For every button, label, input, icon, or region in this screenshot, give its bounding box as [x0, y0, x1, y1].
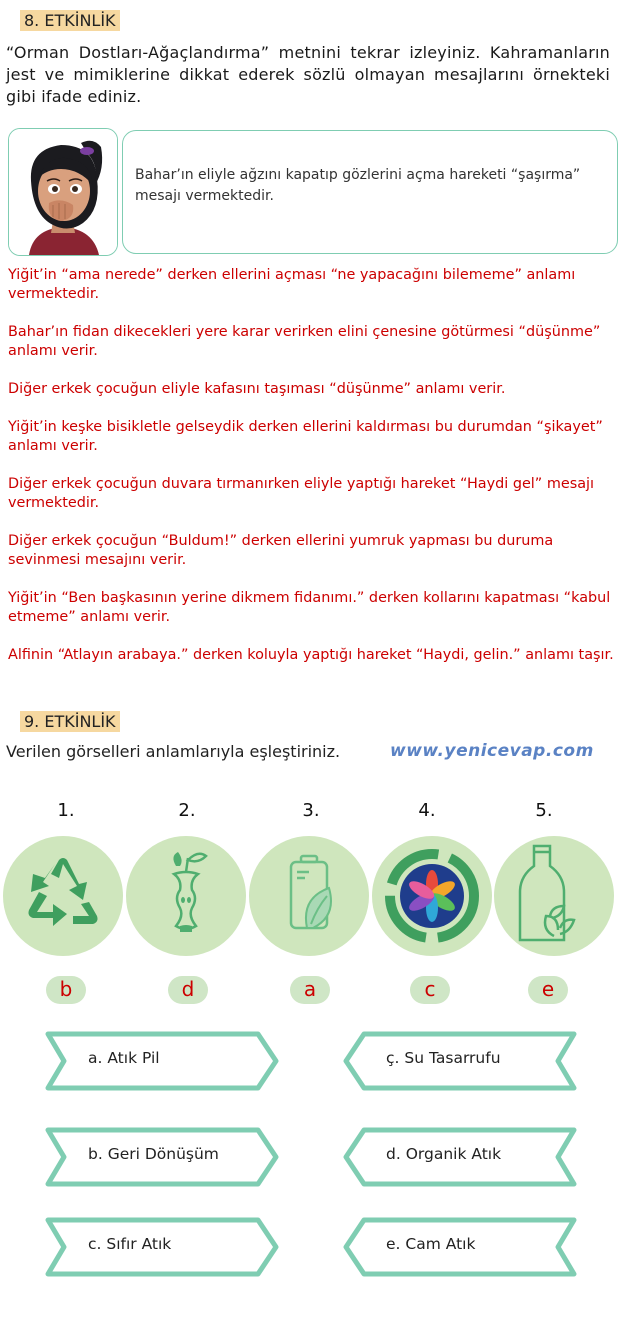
apple-core-icon	[126, 836, 246, 956]
option-label: b. Geri Dönüşüm	[88, 1145, 219, 1163]
answer-item: Diğer erkek çocuğun duvara tırmanırken eliyle yaptığı hareket “Haydi gel” mesajı vermektedir.	[8, 476, 595, 511]
answer-pill: b	[46, 976, 86, 1004]
option-label: ç. Su Tasarrufu	[386, 1049, 501, 1067]
answer-pill: e	[528, 976, 568, 1004]
answer-item: Yiğit’in keşke bisikletle gelseydik derken ellerini kaldırması bu durumdan “şikayet” anlamı verir.	[8, 419, 603, 454]
option-label: e. Cam Atık	[386, 1235, 476, 1253]
site-watermark: www.yenicevap.com	[390, 741, 594, 761]
item-circle-1	[3, 836, 123, 956]
answer-pill: d	[168, 976, 208, 1004]
item-circle-3	[249, 836, 369, 956]
answer-list	[8, 266, 620, 684]
glass-bottle-icon	[494, 836, 614, 956]
option-banner-c-cedilla	[342, 1030, 578, 1092]
zero-waste-icon	[372, 836, 492, 956]
answer-item: Yiğit’in “ama nerede” derken ellerini açması “ne yapacağını bilememe” anlamı vermektedir.	[8, 267, 576, 302]
option-banner-a	[44, 1030, 280, 1092]
item-number: 2.	[178, 800, 196, 821]
option-banner-c	[44, 1216, 280, 1278]
recycle-icon	[3, 836, 123, 956]
answer-item: Diğer erkek çocuğun eliyle kafasını taşıması “düşünme” anlamı verir.	[8, 381, 506, 397]
option-label: d. Organik Atık	[386, 1145, 502, 1163]
character-image-box	[8, 128, 118, 256]
option-label: a. Atık Pil	[88, 1049, 160, 1067]
item-number: 1.	[57, 800, 75, 821]
answer-item: Yiğit’in “Ben başkasının yerine dikmem fidanımı.” derken kollarını kapatması “kabul etmeme” anlamı verir.	[8, 590, 611, 625]
girl-character-illustration	[9, 129, 117, 255]
item-number: 3.	[302, 800, 320, 821]
answer-item: Diğer erkek çocuğun “Buldum!” derken ellerini yumruk yapması bu duruma sevinmesi mesajını verir.	[8, 533, 554, 568]
activity-8-intro: “Orman Dostları-Ağaçlandırma” metnini tekrar izleyiniz. Kahramanların jest ve mimiklerine dikkat ederek sözlü olmayan mesajlarını örnekteki gibi ifade ediniz.	[6, 43, 610, 106]
item-number: 5.	[535, 800, 553, 821]
example-text: Bahar’ın eliyle ağzını kapatıp gözlerini açma hareketi “şaşırma” mesajı vermektedir.	[135, 167, 581, 204]
activity-8-title: 8. ETKİNLİK	[20, 10, 120, 31]
answer-item: Bahar’ın fidan dikecekleri yere karar verirken elini çenesine götürmesi “düşünme” anlamı verir.	[8, 324, 601, 359]
battery-leaf-icon	[249, 836, 369, 956]
option-banner-b	[44, 1126, 280, 1188]
answer-pill: a	[290, 976, 330, 1004]
activity-9-title: 9. ETKİNLİK	[20, 711, 120, 732]
item-circle-5	[494, 836, 614, 956]
item-number: 4.	[418, 800, 436, 821]
item-circle-2	[126, 836, 246, 956]
option-label: c. Sıfır Atık	[88, 1235, 172, 1253]
answer-pill: c	[410, 976, 450, 1004]
item-circle-4	[372, 836, 492, 956]
banner-shape	[44, 1030, 280, 1092]
activity-9-instruction: Verilen görselleri anlamlarıyla eşleştiriniz.	[6, 742, 341, 761]
option-banner-d	[342, 1126, 578, 1188]
example-speech-box	[122, 130, 618, 254]
answer-item: Alfinin “Atlayın arabaya.” derken koluyla yaptığı hareket “Haydi, gelin.” anlamı taşır.	[8, 647, 614, 663]
option-banner-e	[342, 1216, 578, 1278]
